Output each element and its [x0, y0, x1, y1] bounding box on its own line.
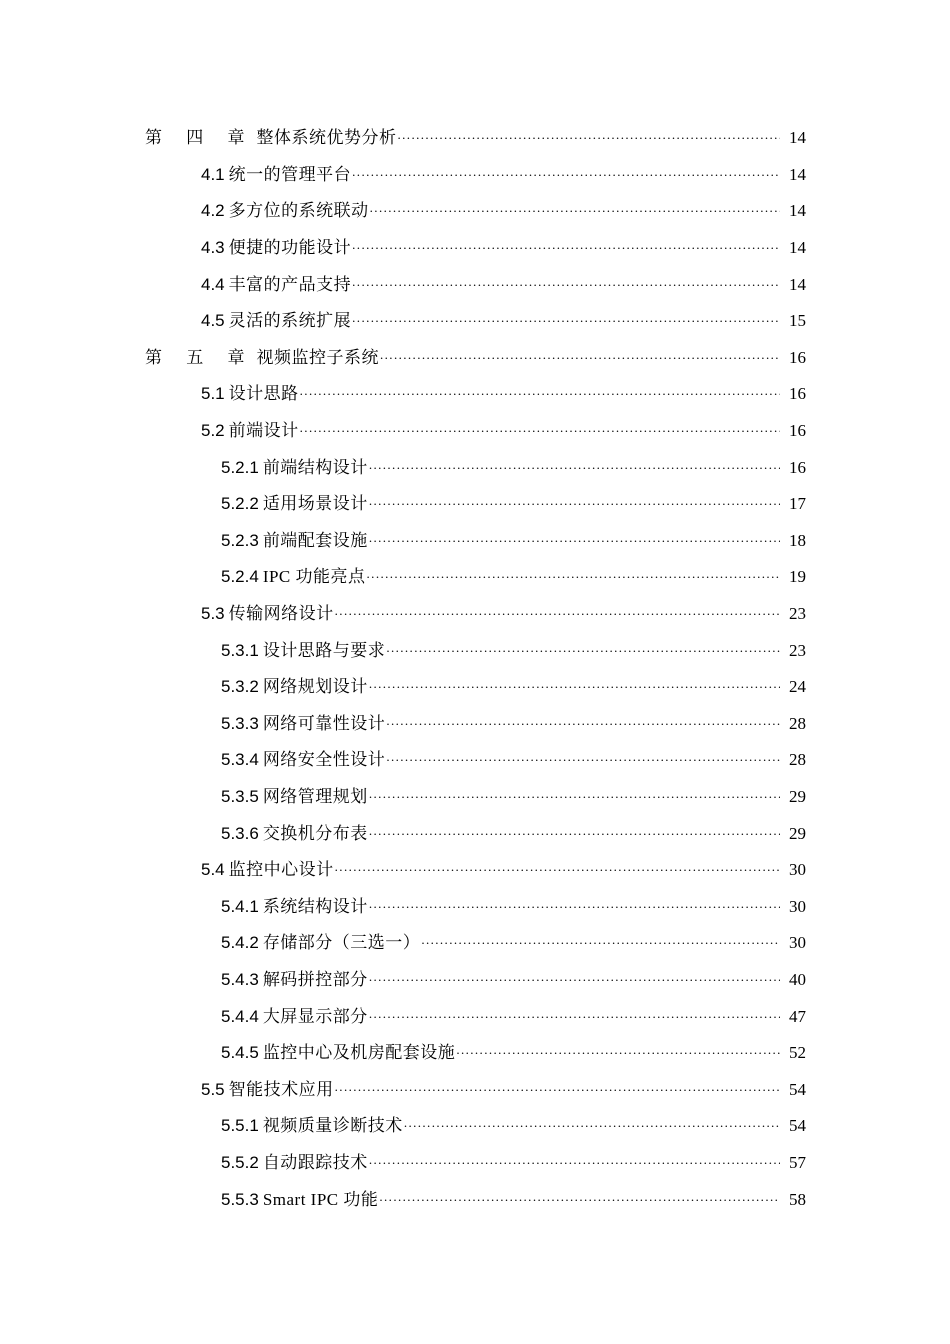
toc-page-number: 23 — [789, 604, 806, 624]
toc-section-title: 监控中心设计 — [228, 860, 334, 880]
toc-entry-heading — [201, 275, 351, 295]
toc-entry[interactable] — [0, 230, 950, 267]
toc-entry-heading — [201, 384, 299, 404]
toc-entry[interactable] — [0, 1071, 950, 1108]
toc-entry-heading — [145, 348, 379, 368]
toc-dot-leader — [379, 1187, 780, 1207]
toc-entry[interactable] — [0, 888, 950, 925]
toc-entry-heading — [201, 201, 369, 221]
toc-page-number: 17 — [789, 494, 806, 514]
toc-entry[interactable] — [0, 779, 950, 816]
toc-entry[interactable] — [0, 559, 950, 596]
toc-section-title: 网络可靠性设计 — [262, 713, 386, 733]
toc-section-number: 4.4 — [201, 274, 225, 294]
toc-page-number: 30 — [789, 896, 806, 916]
toc-section-title: 监控中心及机房配套设施 — [262, 1043, 456, 1063]
toc-section-title: 视频监控子系统 — [256, 347, 379, 367]
toc-section-number: 4.1 — [201, 164, 225, 184]
toc-dot-leader — [335, 601, 780, 621]
toc-page-number: 19 — [789, 567, 806, 587]
toc-section-number: 5.4.3 — [221, 969, 259, 989]
toc-page-number: 29 — [789, 786, 806, 806]
toc-page-number: 52 — [789, 1043, 806, 1063]
toc-page-number: 29 — [789, 823, 806, 843]
toc-entry[interactable] — [0, 1181, 950, 1218]
toc-dot-leader — [300, 418, 780, 438]
toc-section-number: 5.2.2 — [221, 494, 259, 514]
toc-section-number: 4.5 — [201, 311, 225, 331]
toc-section-title: 灵活的系统扩展 — [228, 311, 352, 331]
toc-dot-leader — [386, 747, 780, 767]
toc-entry-heading — [221, 1007, 368, 1027]
toc-dot-leader — [352, 272, 780, 292]
toc-page-number: 57 — [789, 1152, 806, 1172]
toc-dot-leader — [386, 711, 780, 731]
toc-dot-leader — [369, 821, 780, 841]
toc-dot-leader — [421, 930, 780, 950]
toc-entry[interactable] — [0, 632, 950, 669]
toc-section-title: 解码拼控部分 — [262, 969, 368, 989]
toc-dot-leader — [352, 235, 780, 255]
toc-entry-heading — [221, 531, 368, 551]
toc-chapter-label: 第 四 章 — [145, 128, 255, 148]
toc-section-number: 5.4.4 — [221, 1006, 259, 1026]
toc-entry[interactable] — [0, 303, 950, 340]
toc-dot-leader — [367, 564, 780, 584]
toc-section-number: 5.3.4 — [221, 750, 259, 770]
toc-page-number: 16 — [789, 384, 806, 404]
toc-dot-leader — [369, 455, 780, 475]
toc-entry[interactable] — [0, 266, 950, 303]
toc-section-number: 5.4.5 — [221, 1043, 259, 1063]
toc-entry-heading — [221, 933, 420, 953]
toc-page-number: 30 — [789, 933, 806, 953]
toc-entry[interactable] — [0, 998, 950, 1035]
toc-entry[interactable] — [0, 706, 950, 743]
toc-entry[interactable] — [0, 486, 950, 523]
toc-section-number: 5.2.1 — [221, 457, 259, 477]
toc-section-number: 5.4 — [201, 860, 225, 880]
toc-section-title: 存储部分（三选一） — [262, 933, 421, 953]
toc-entry-heading — [221, 494, 368, 514]
toc-entry[interactable] — [0, 815, 950, 852]
toc-section-number: 5.2.4 — [221, 567, 259, 587]
toc-dot-leader — [300, 381, 780, 401]
toc-page-number: 40 — [789, 969, 806, 989]
toc-section-number: 5.4.1 — [221, 896, 259, 916]
toc-section-number: 5.1 — [201, 384, 225, 404]
toc-chapter-label: 第 五 章 — [145, 347, 255, 367]
toc-entry-heading — [145, 128, 397, 148]
toc-page-number: 24 — [789, 677, 806, 697]
toc-section-number: 5.5.3 — [221, 1189, 259, 1209]
toc-entry[interactable] — [0, 1035, 950, 1072]
toc-entry-heading — [201, 165, 351, 185]
toc-section-title: IPC 功能亮点 — [262, 567, 366, 587]
toc-entry[interactable] — [0, 1108, 950, 1145]
toc-section-number: 5.3.6 — [221, 823, 259, 843]
toc-section-title: 设计思路与要求 — [262, 640, 386, 660]
toc-section-title: 适用场景设计 — [262, 494, 368, 514]
toc-dot-leader — [335, 857, 780, 877]
toc-entry[interactable] — [0, 340, 950, 377]
toc-dot-leader — [404, 1113, 780, 1133]
toc-page-number: 18 — [789, 530, 806, 550]
toc-section-number: 5.3 — [201, 604, 225, 624]
toc-dot-leader — [369, 528, 780, 548]
toc-page-number: 54 — [789, 1116, 806, 1136]
toc-section-number: 5.3.3 — [221, 713, 259, 733]
toc-page-number: 15 — [789, 311, 806, 331]
toc-section-title: 设计思路 — [228, 384, 299, 404]
toc-section-title: 整体系统优势分析 — [256, 128, 397, 148]
toc-entry[interactable] — [0, 120, 950, 157]
toc-section-title: 前端设计 — [228, 421, 299, 441]
toc-page-number: 47 — [789, 1006, 806, 1026]
toc-page-number: 58 — [789, 1189, 806, 1209]
toc-page-number: 14 — [789, 164, 806, 184]
toc-entry-heading — [201, 421, 299, 441]
toc-dot-leader — [370, 198, 780, 218]
toc-dot-leader — [369, 784, 780, 804]
toc-dot-leader — [369, 491, 780, 511]
toc-entry-heading — [201, 604, 334, 624]
toc-section-number: 5.5.1 — [221, 1116, 259, 1136]
toc-section-number: 5.2.3 — [221, 530, 259, 550]
toc-page-number: 23 — [789, 640, 806, 660]
toc-entry[interactable] — [0, 852, 950, 889]
toc-page-number: 28 — [789, 713, 806, 733]
toc-dot-leader — [369, 967, 780, 987]
toc-dot-leader — [456, 1040, 780, 1060]
toc-dot-leader — [398, 125, 781, 145]
toc-entry-heading — [221, 970, 368, 990]
toc-entry-heading — [201, 311, 351, 331]
toc-entry-heading — [221, 458, 368, 478]
toc-entry-heading — [221, 677, 368, 697]
toc-section-number: 4.3 — [201, 238, 225, 258]
toc-entry[interactable] — [0, 925, 950, 962]
toc-entry[interactable] — [0, 413, 950, 450]
toc-section-title: 传输网络设计 — [228, 604, 334, 624]
toc-section-number: 5.2 — [201, 421, 225, 441]
toc-entry[interactable] — [0, 742, 950, 779]
toc-entry[interactable] — [0, 596, 950, 633]
toc-section-title: 前端结构设计 — [262, 457, 368, 477]
toc-section-number: 5.3.1 — [221, 640, 259, 660]
toc-page-number: 16 — [789, 457, 806, 477]
toc-section-title: 自动跟踪技术 — [262, 1152, 368, 1172]
toc-dot-leader — [369, 674, 780, 694]
toc-entry[interactable] — [0, 962, 950, 999]
toc-section-title: 前端配套设施 — [262, 530, 368, 550]
toc-entry[interactable] — [0, 449, 950, 486]
toc-section-title: 便捷的功能设计 — [228, 238, 352, 258]
toc-entry[interactable] — [0, 157, 950, 194]
toc-section-title: 视频质量诊断技术 — [262, 1116, 403, 1136]
toc-section-title: 网络安全性设计 — [262, 750, 386, 770]
toc-page-number: 30 — [789, 860, 806, 880]
toc-dot-leader — [380, 345, 780, 365]
toc-dot-leader — [386, 638, 780, 658]
toc-section-title: 丰富的产品支持 — [228, 274, 352, 294]
toc-dot-leader — [335, 1077, 780, 1097]
toc-entry-heading — [221, 1116, 403, 1136]
toc-entry-heading — [221, 714, 385, 734]
toc-page-number: 14 — [789, 274, 806, 294]
toc-section-title: 统一的管理平台 — [228, 164, 352, 184]
toc-section-title: 系统结构设计 — [262, 896, 368, 916]
toc-section-title: 网络管理规划 — [262, 786, 368, 806]
toc-entry[interactable] — [0, 376, 950, 413]
toc-section-title: 智能技术应用 — [228, 1079, 334, 1099]
toc-dot-leader — [369, 894, 780, 914]
toc-entry-heading — [221, 641, 385, 661]
toc-section-number: 5.5.2 — [221, 1152, 259, 1172]
toc-page-number: 14 — [789, 128, 806, 148]
toc-page-number: 14 — [789, 238, 806, 258]
toc-entry-heading — [221, 824, 368, 844]
toc-page-number: 54 — [789, 1079, 806, 1099]
toc-dot-leader — [352, 308, 780, 328]
table-of-contents — [0, 120, 950, 1218]
toc-section-title: 交换机分布表 — [262, 823, 368, 843]
toc-entry[interactable] — [0, 669, 950, 706]
toc-dot-leader — [352, 162, 780, 182]
toc-entry-heading — [221, 1153, 368, 1173]
toc-entry[interactable] — [0, 523, 950, 560]
toc-entry-heading — [221, 567, 366, 587]
toc-section-number: 5.3.2 — [221, 677, 259, 697]
toc-section-number: 5.4.2 — [221, 933, 259, 953]
toc-dot-leader — [369, 1150, 780, 1170]
toc-entry-heading — [201, 1080, 334, 1100]
toc-entry[interactable] — [0, 193, 950, 230]
toc-entry-heading — [221, 1043, 455, 1063]
toc-entry-heading — [221, 787, 368, 807]
toc-section-title: 多方位的系统联动 — [228, 201, 369, 221]
toc-section-title: Smart IPC 功能 — [262, 1189, 379, 1209]
toc-entry-heading — [221, 1190, 378, 1210]
toc-entry[interactable] — [0, 1145, 950, 1182]
toc-page-number: 28 — [789, 750, 806, 770]
toc-entry-heading — [221, 897, 368, 917]
toc-page-number: 16 — [789, 347, 806, 367]
toc-section-number: 4.2 — [201, 201, 225, 221]
toc-section-title: 大屏显示部分 — [262, 1006, 368, 1026]
toc-page-number: 16 — [789, 421, 806, 441]
toc-entry-heading — [201, 238, 351, 258]
toc-dot-leader — [369, 1004, 780, 1024]
toc-section-number: 5.3.5 — [221, 786, 259, 806]
toc-section-title: 网络规划设计 — [262, 677, 368, 697]
toc-section-number: 5.5 — [201, 1079, 225, 1099]
toc-entry-heading — [221, 750, 385, 770]
toc-page-number: 14 — [789, 201, 806, 221]
toc-entry-heading — [201, 860, 334, 880]
